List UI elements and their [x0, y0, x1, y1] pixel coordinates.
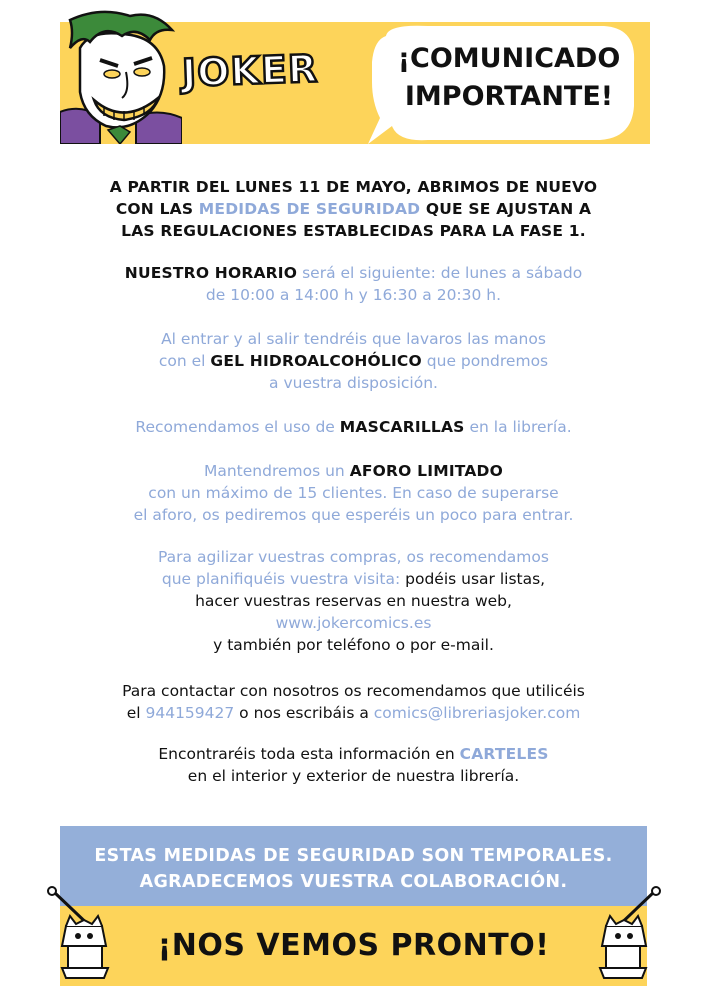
text-segment: será el siguiente: de lunes a sábado: [297, 264, 583, 282]
text-segment: QUE SE AJUSTAN A: [420, 200, 592, 218]
reopening-line-2: [40, 198, 667, 220]
posters-highlight: CARTELES: [459, 745, 549, 763]
text-segment: que pondremos: [421, 352, 549, 370]
posters-line-2: en el interior y exterior de nuestra librería.: [187, 767, 520, 785]
phone-link[interactable]: 944159427: [145, 704, 235, 722]
capacity-line-3: el aforo, os pediremos que esperéis un poco para entrar.: [133, 506, 574, 524]
safety-measures-highlight: MEDIDAS DE SEGURIDAD: [198, 200, 421, 218]
hand-gel-line-1: Al entrar y al salir tendréis que lavaros las manos: [161, 330, 546, 348]
reopening-paragraph: [40, 176, 667, 242]
capacity-paragraph: [40, 460, 667, 526]
joker-face-icon: [60, 8, 182, 144]
text-segment: que planifiquéis vuestra visita:: [161, 570, 406, 588]
schedule-label: NUESTRO HORARIO: [124, 264, 298, 282]
website-link[interactable]: www.jokercomics.es: [275, 614, 432, 632]
joker-logo: JOKER: [181, 46, 319, 96]
footer-notice: [60, 843, 647, 895]
masks-paragraph: [40, 416, 667, 438]
text-segment: CON LAS: [115, 200, 199, 218]
planning-line-2: [40, 568, 667, 590]
announcement-title: ¡COMUNICADO IMPORTANTE!: [397, 43, 621, 112]
text-segment: con el: [158, 352, 211, 370]
posters-line-1: [40, 743, 667, 765]
contact-line-2: [40, 702, 667, 724]
text-segment: en la librería.: [464, 418, 572, 436]
text-segment: o nos escribáis a: [234, 704, 374, 722]
posters-paragraph: [40, 743, 667, 787]
text-segment: podéis usar listas,: [405, 570, 546, 588]
reopening-line-3: LAS REGULACIONES ESTABLECIDAS PARA LA FASE 1.: [121, 222, 586, 240]
bat-robot-icon: [44, 886, 126, 982]
capacity-highlight: AFORO LIMITADO: [349, 462, 503, 480]
hand-gel-line-3: a vuestra disposición.: [269, 374, 438, 392]
bat-robot-icon: [582, 886, 664, 982]
hand-gel-line-2: [40, 350, 667, 372]
email-link[interactable]: comics@libreriasjoker.com: [373, 704, 581, 722]
footer-line-1: ESTAS MEDIDAS DE SEGURIDAD SON TEMPORALES.: [94, 846, 613, 866]
capacity-line-1: [40, 460, 667, 482]
text-segment: Encontraréis toda esta información en: [158, 745, 460, 763]
reopening-line-1: A PARTIR DEL LUNES 11 DE MAYO, ABRIMOS DE NUEVO: [109, 178, 598, 196]
hand-gel-highlight: GEL HIDROALCOHÓLICO: [210, 352, 422, 370]
text-segment: Recomendamos el uso de: [135, 418, 340, 436]
closing-message: ¡NOS VEMOS PRONTO!: [157, 928, 550, 963]
schedule-hours: de 10:00 a 14:00 h y 16:30 a 20:30 h.: [205, 286, 502, 304]
contact-line-1: Para contactar con nosotros os recomendamos que utilicéis: [122, 682, 585, 700]
schedule-paragraph: [40, 262, 667, 306]
planning-line-3: hacer vuestras reservas en nuestra web,: [195, 592, 512, 610]
contact-paragraph: [40, 680, 667, 724]
schedule-line-1: [40, 262, 667, 284]
capacity-line-2: con un máximo de 15 clientes. En caso de superarse: [148, 484, 559, 502]
planning-line-5: y también por teléfono o por e-mail.: [213, 636, 494, 654]
text-segment: el: [126, 704, 146, 722]
planning-line-1: Para agilizar vuestras compras, os recomendamos: [158, 548, 549, 566]
masks-line: [40, 416, 667, 438]
text-segment: Mantendremos un: [203, 462, 350, 480]
planning-paragraph: [40, 546, 667, 656]
masks-highlight: MASCARILLAS: [339, 418, 465, 436]
hand-gel-paragraph: [40, 328, 667, 394]
footer-line-2: AGRADECEMOS VUESTRA COLABORACIÓN.: [139, 872, 568, 892]
